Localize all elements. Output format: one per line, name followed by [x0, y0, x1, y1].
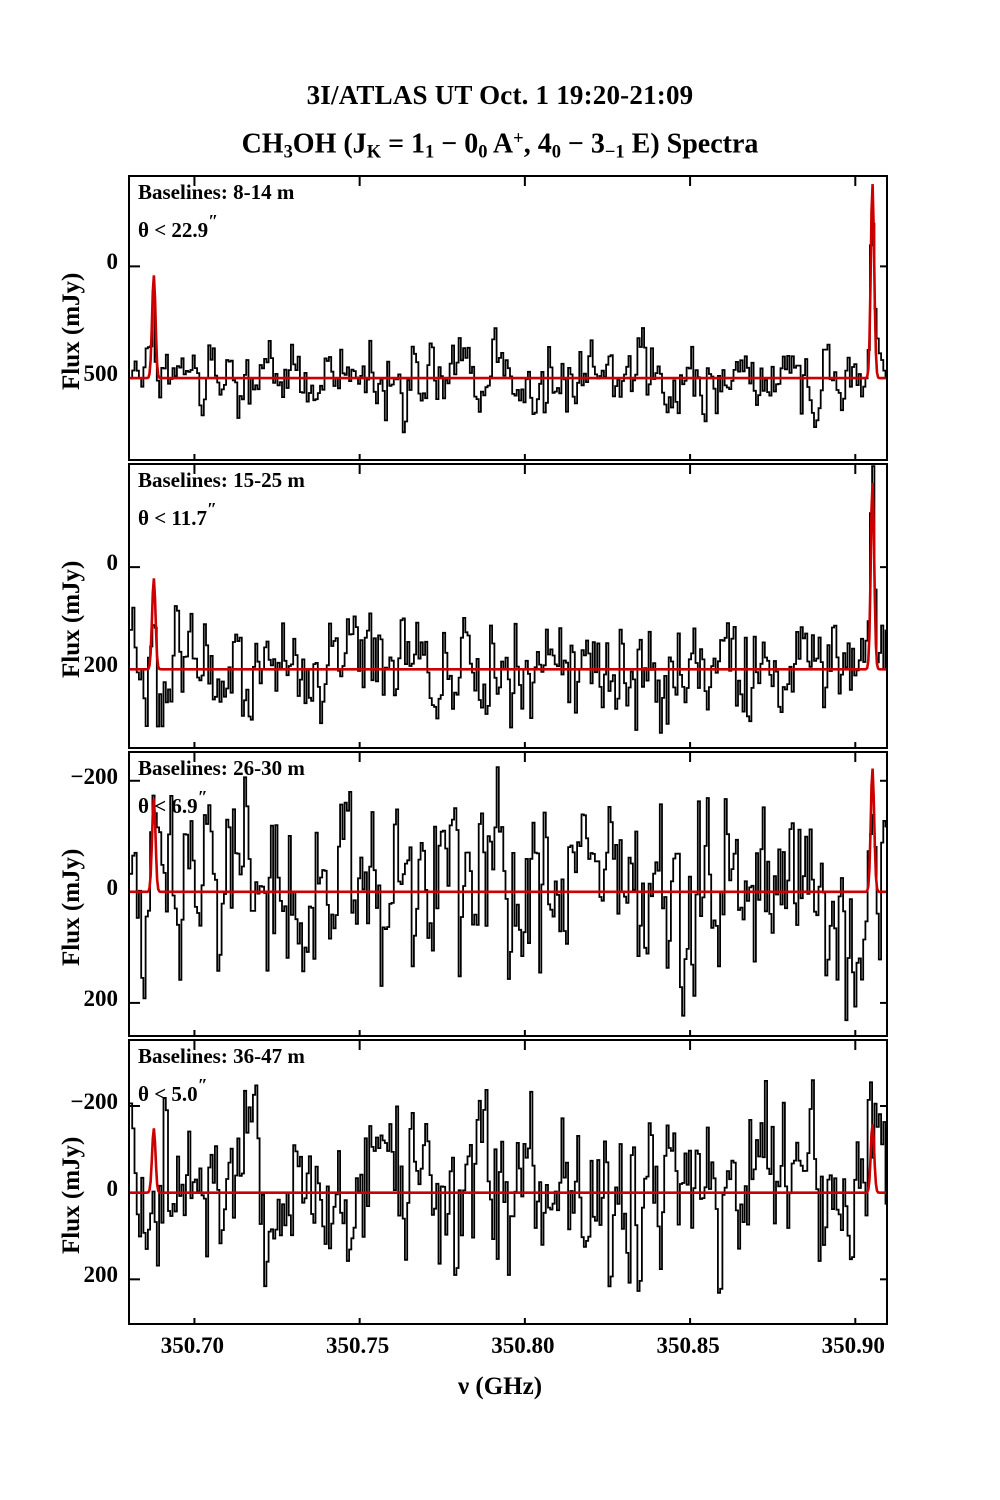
panel-theta-label-2: θ < 11.7″: [138, 499, 216, 530]
title-comma: , 4: [523, 128, 552, 160]
y-axis-label: Flux (mJy): [58, 560, 85, 678]
title-sub-0: 0: [478, 141, 488, 162]
y-tick-label: 200: [83, 1262, 118, 1288]
spectrum-plot-4: [130, 1041, 888, 1325]
x-tick-label: 350.75: [326, 1333, 390, 1358]
x-tick-marks: [194, 177, 855, 461]
spectrum-plot-2: [130, 465, 888, 749]
panel-theta-label-1: θ < 22.9″: [138, 211, 218, 242]
model-fit-trace: [130, 483, 888, 669]
spectrum-plot-3: [130, 753, 888, 1037]
panels-container: [128, 175, 888, 1325]
panel-theta-label-4: θ < 5.0″: [138, 1075, 207, 1106]
model-fit-trace: [130, 184, 888, 378]
title-molecule: CH: [241, 128, 284, 160]
y-tick-label: 0: [106, 249, 118, 275]
spectrum-panel-4: [128, 1039, 888, 1325]
title-line-2: [0, 118, 1000, 171]
y-tick-marks: [130, 567, 888, 669]
y-tick-label: 0: [106, 550, 118, 576]
figure-title: [0, 78, 1000, 171]
spectrum-panel-3: [128, 751, 888, 1037]
y-tick-label: −200: [70, 763, 118, 789]
y-axis-label: Flux (mJy): [58, 848, 85, 966]
title-mid: OH (J: [292, 128, 367, 160]
spectrum-trace: [130, 224, 888, 433]
x-tick-label: 350.90: [821, 1333, 885, 1358]
panel-theta-label-3: θ < 6.9″: [138, 787, 207, 818]
title-sub-k: K: [366, 141, 382, 162]
spectrum-trace: [130, 767, 888, 1020]
title-sub-1: 1: [425, 141, 435, 162]
y-tick-label: 500: [83, 361, 118, 387]
y-axis-label: Flux (mJy): [58, 1136, 85, 1254]
title-sub-minus1: −1: [604, 141, 625, 162]
spectrum-trace: [130, 466, 888, 733]
x-tick-label: 350.70: [160, 1333, 225, 1358]
title-line-1: 3I/ATLAS UT Oct. 1 19:20-21:09: [306, 80, 694, 110]
panel-baselines-label-2: Baselines: 15-25 m: [138, 468, 305, 492]
x-tick-label: 350.85: [656, 1333, 720, 1358]
y-tick-label: 0: [106, 1175, 118, 1201]
y-tick-marks: [130, 266, 888, 378]
title-eq: = 1: [381, 128, 426, 160]
panel-baselines-label-3: Baselines: 26-30 m: [138, 756, 305, 780]
title-minus: − 0: [434, 128, 479, 160]
title-a: A: [487, 128, 514, 160]
x-tick-label: 350.80: [491, 1333, 555, 1358]
y-tick-label: 200: [83, 652, 118, 678]
spectrum-panel-2: [128, 463, 888, 749]
y-axis-label: Flux (mJy): [58, 272, 85, 390]
x-axis-label: ν (GHz): [457, 1373, 543, 1400]
spectrum-plot-1: [130, 177, 888, 461]
spectrum-trace: [130, 1080, 888, 1293]
spectrum-panel-1: [128, 175, 888, 461]
panel-baselines-label-4: Baselines: 36-47 m: [138, 1044, 305, 1068]
x-tick-marks: [194, 465, 855, 749]
title-sub-3: 3: [283, 141, 293, 162]
title-sub-0b: 0: [551, 141, 561, 162]
panel-baselines-label-1: Baselines: 8-14 m: [138, 180, 295, 204]
y-tick-label: 0: [106, 874, 118, 900]
title-minus-2: − 3: [560, 128, 605, 160]
y-tick-label: 200: [83, 985, 118, 1011]
title-end: E) Spectra: [624, 128, 759, 160]
y-tick-label: −200: [70, 1089, 118, 1114]
title-sup-plus: +: [513, 128, 524, 148]
